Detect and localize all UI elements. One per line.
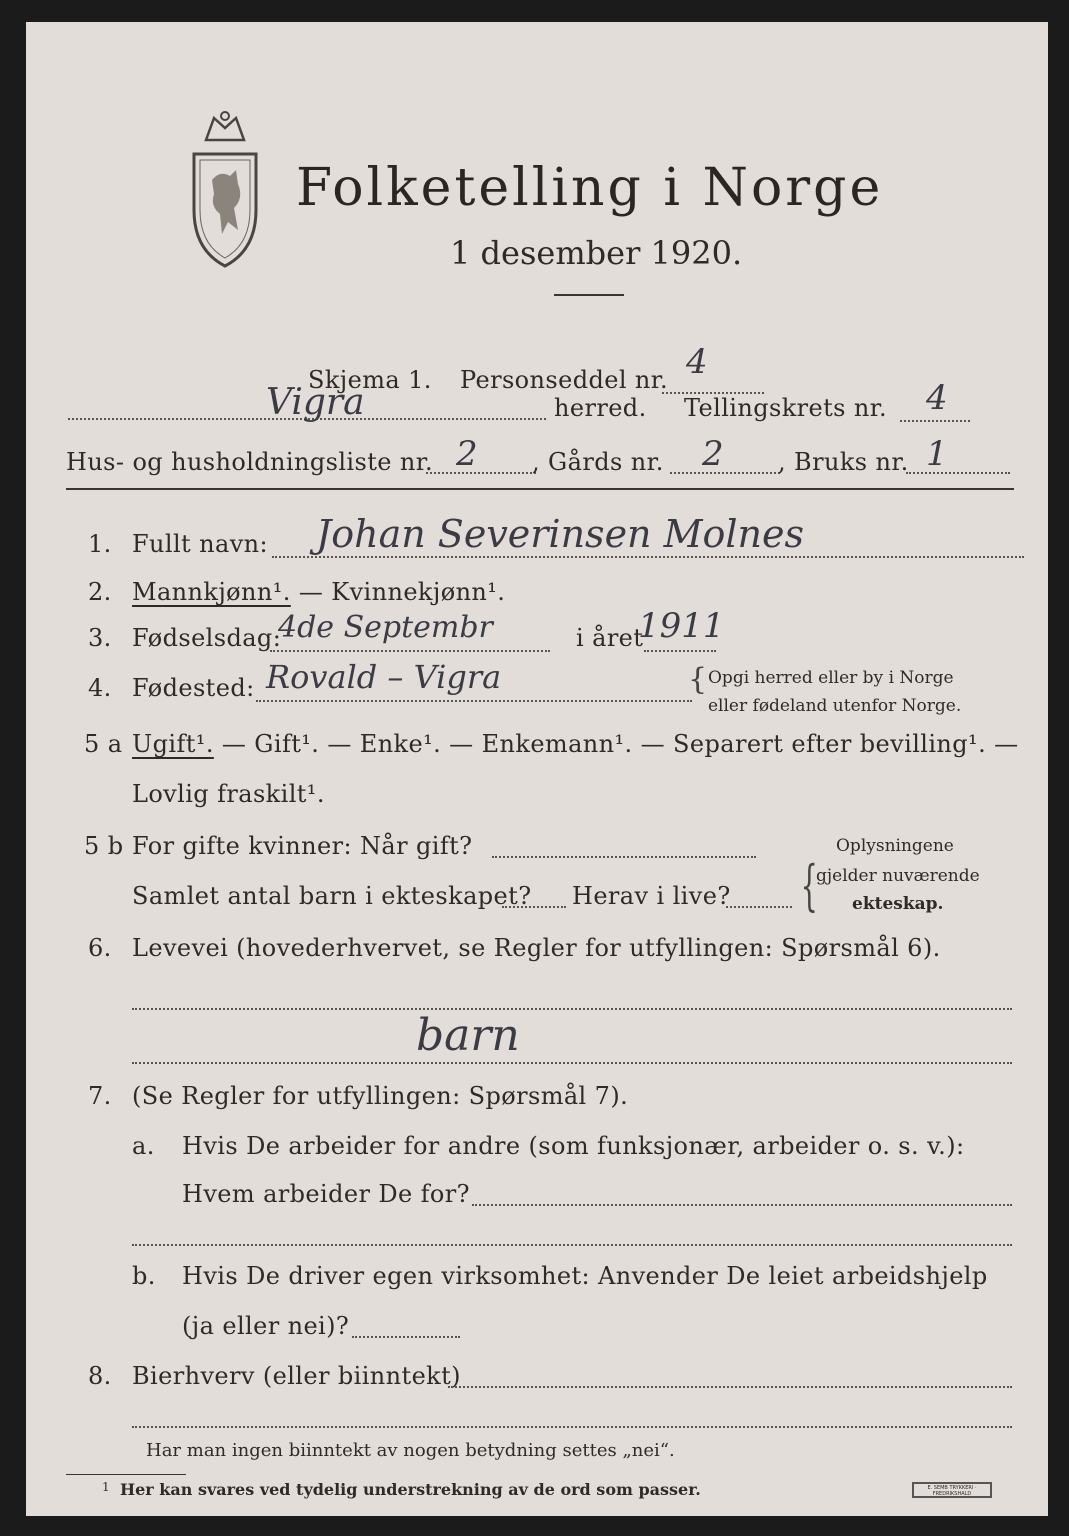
q7a-label: Hvis De arbeider for andre (som funksjonær, arbeider o. s. v.): [182,1132,965,1160]
q8-label: Bierhverv (eller biinntekt) [132,1362,461,1390]
q2-male-option: Mannkjønn¹. [132,578,291,606]
herred-value: Vigra [266,382,365,423]
gards-line [670,472,780,474]
q5b-label2: Samlet antal barn i ekteskapet? [132,882,532,910]
q5b-note-line2: gjelder nuværende [816,866,980,886]
bruks-value: 1 [926,434,948,474]
q7b-line [352,1336,460,1338]
q4-line [256,700,692,702]
q7b-letter: b. [132,1262,156,1290]
personseddel-label: Personseddel nr. [460,366,669,394]
q2-options [132,578,505,606]
q3-year-line [644,650,716,652]
q5b-line1 [492,856,756,858]
q7-label: (Se Regler for utfyllingen: Spørsmål 7). [132,1082,629,1110]
q4-note-line2: eller fødeland utenfor Norge. [708,696,962,716]
q7a-letter: a. [132,1132,155,1160]
q8-line1 [448,1386,1012,1388]
q5a-line2: Lovlig fraskilt¹. [132,780,325,808]
q4-note-line1: Opgi herred eller by i Norge [708,668,954,688]
q3-line [270,650,550,652]
q7a-line1 [472,1204,1012,1206]
q1-number: 1. [88,530,112,558]
biinntekt-note: Har man ingen biinntekt av nogen betydning settes „nei“. [146,1440,675,1461]
skjema-label: Skjema 1. [308,366,432,394]
q3-year-label: i året [576,624,644,652]
tellingskrets-label: Tellingskrets nr. [684,394,888,422]
q5a-number: 5 a [84,730,123,758]
footnote-mark: 1 [102,1480,110,1494]
q3-number: 3. [88,624,112,652]
norway-coat-of-arms-icon [186,110,264,268]
header-divider [66,488,1014,490]
q5a-options [132,730,1019,758]
q1-line [272,556,1024,558]
q5a-other-options: — Gift¹. — Enke¹. — Enkemann¹. — Separert efter bevilling¹. — [213,730,1019,758]
gards-label: , Gårds nr. [532,448,664,476]
q4-label: Fødested: [132,674,255,702]
form-title: Folketelling i Norge [296,158,884,218]
q7-number: 7. [88,1082,112,1110]
printer-stamp [912,1482,992,1498]
title-divider [554,294,624,296]
q3-label: Fødselsdag: [132,624,282,652]
q6-label: Levevei (hovederhvervet, se Regler for utfyllingen: Spørsmål 6). [132,934,941,962]
gards-value: 2 [702,434,724,474]
q6-number: 6. [88,934,112,962]
tellingskrets-value: 4 [926,378,948,418]
hus-label: Hus- og husholdningsliste nr. [66,448,433,476]
hus-value: 2 [456,434,478,474]
census-form [26,22,1048,1516]
q6-line1 [132,1008,1012,1010]
q5b-number: 5 b [84,832,124,860]
q5b-note-line1: Oplysningene [836,836,954,856]
printer-stamp-text: E. SEMB TRYKKERI · FREDRIKSHALD [927,1485,977,1497]
q6-value: barn [416,1010,520,1061]
q3-year-value: 1911 [638,606,725,646]
q1-value: Johan Severinsen Molnes [316,512,805,556]
q2-female-option: — Kvinnekjønn¹. [290,578,506,606]
herred-label: herred. [554,394,647,422]
footnote-text: Her kan svares ved tydelig understrekning av de ord som passer. [120,1480,701,1499]
tellingskrets-line [900,420,970,422]
q5b-line2 [502,906,566,908]
q4-number: 4. [88,674,112,702]
q5b-brace: { [800,854,818,917]
bruks-line [906,472,1010,474]
q5b-label1: For gifte kvinner: Når gift? [132,832,473,860]
q1-label: Fullt navn: [132,530,269,558]
q5a-ugift-option: Ugift¹. [132,730,214,758]
q8-line2 [132,1426,1012,1428]
q7a-line2 [132,1244,1012,1246]
q7b-label: Hvis De driver egen virksomhet: Anvender De leiet arbeidshjelp [182,1262,988,1290]
hus-line [426,472,536,474]
q5b-label3: Herav i live? [572,882,731,910]
q3-value: 4de Septembr [278,610,493,645]
q4-brace: { [688,662,708,697]
q5b-line3 [726,906,792,908]
q7b-label2: (ja eller nei)? [182,1312,350,1340]
census-date: 1 desember 1920. [450,234,743,272]
personseddel-value: 4 [686,342,708,382]
q8-number: 8. [88,1362,112,1390]
q2-number: 2. [88,578,112,606]
q5b-note-line3: ekteskap. [852,894,944,914]
q7a-label2: Hvem arbeider De for? [182,1180,470,1208]
footnote-divider [66,1474,186,1475]
q4-value: Rovald – Vigra [266,658,502,696]
q6-line2 [132,1062,1012,1064]
bruks-label: , Bruks nr. [778,448,909,476]
